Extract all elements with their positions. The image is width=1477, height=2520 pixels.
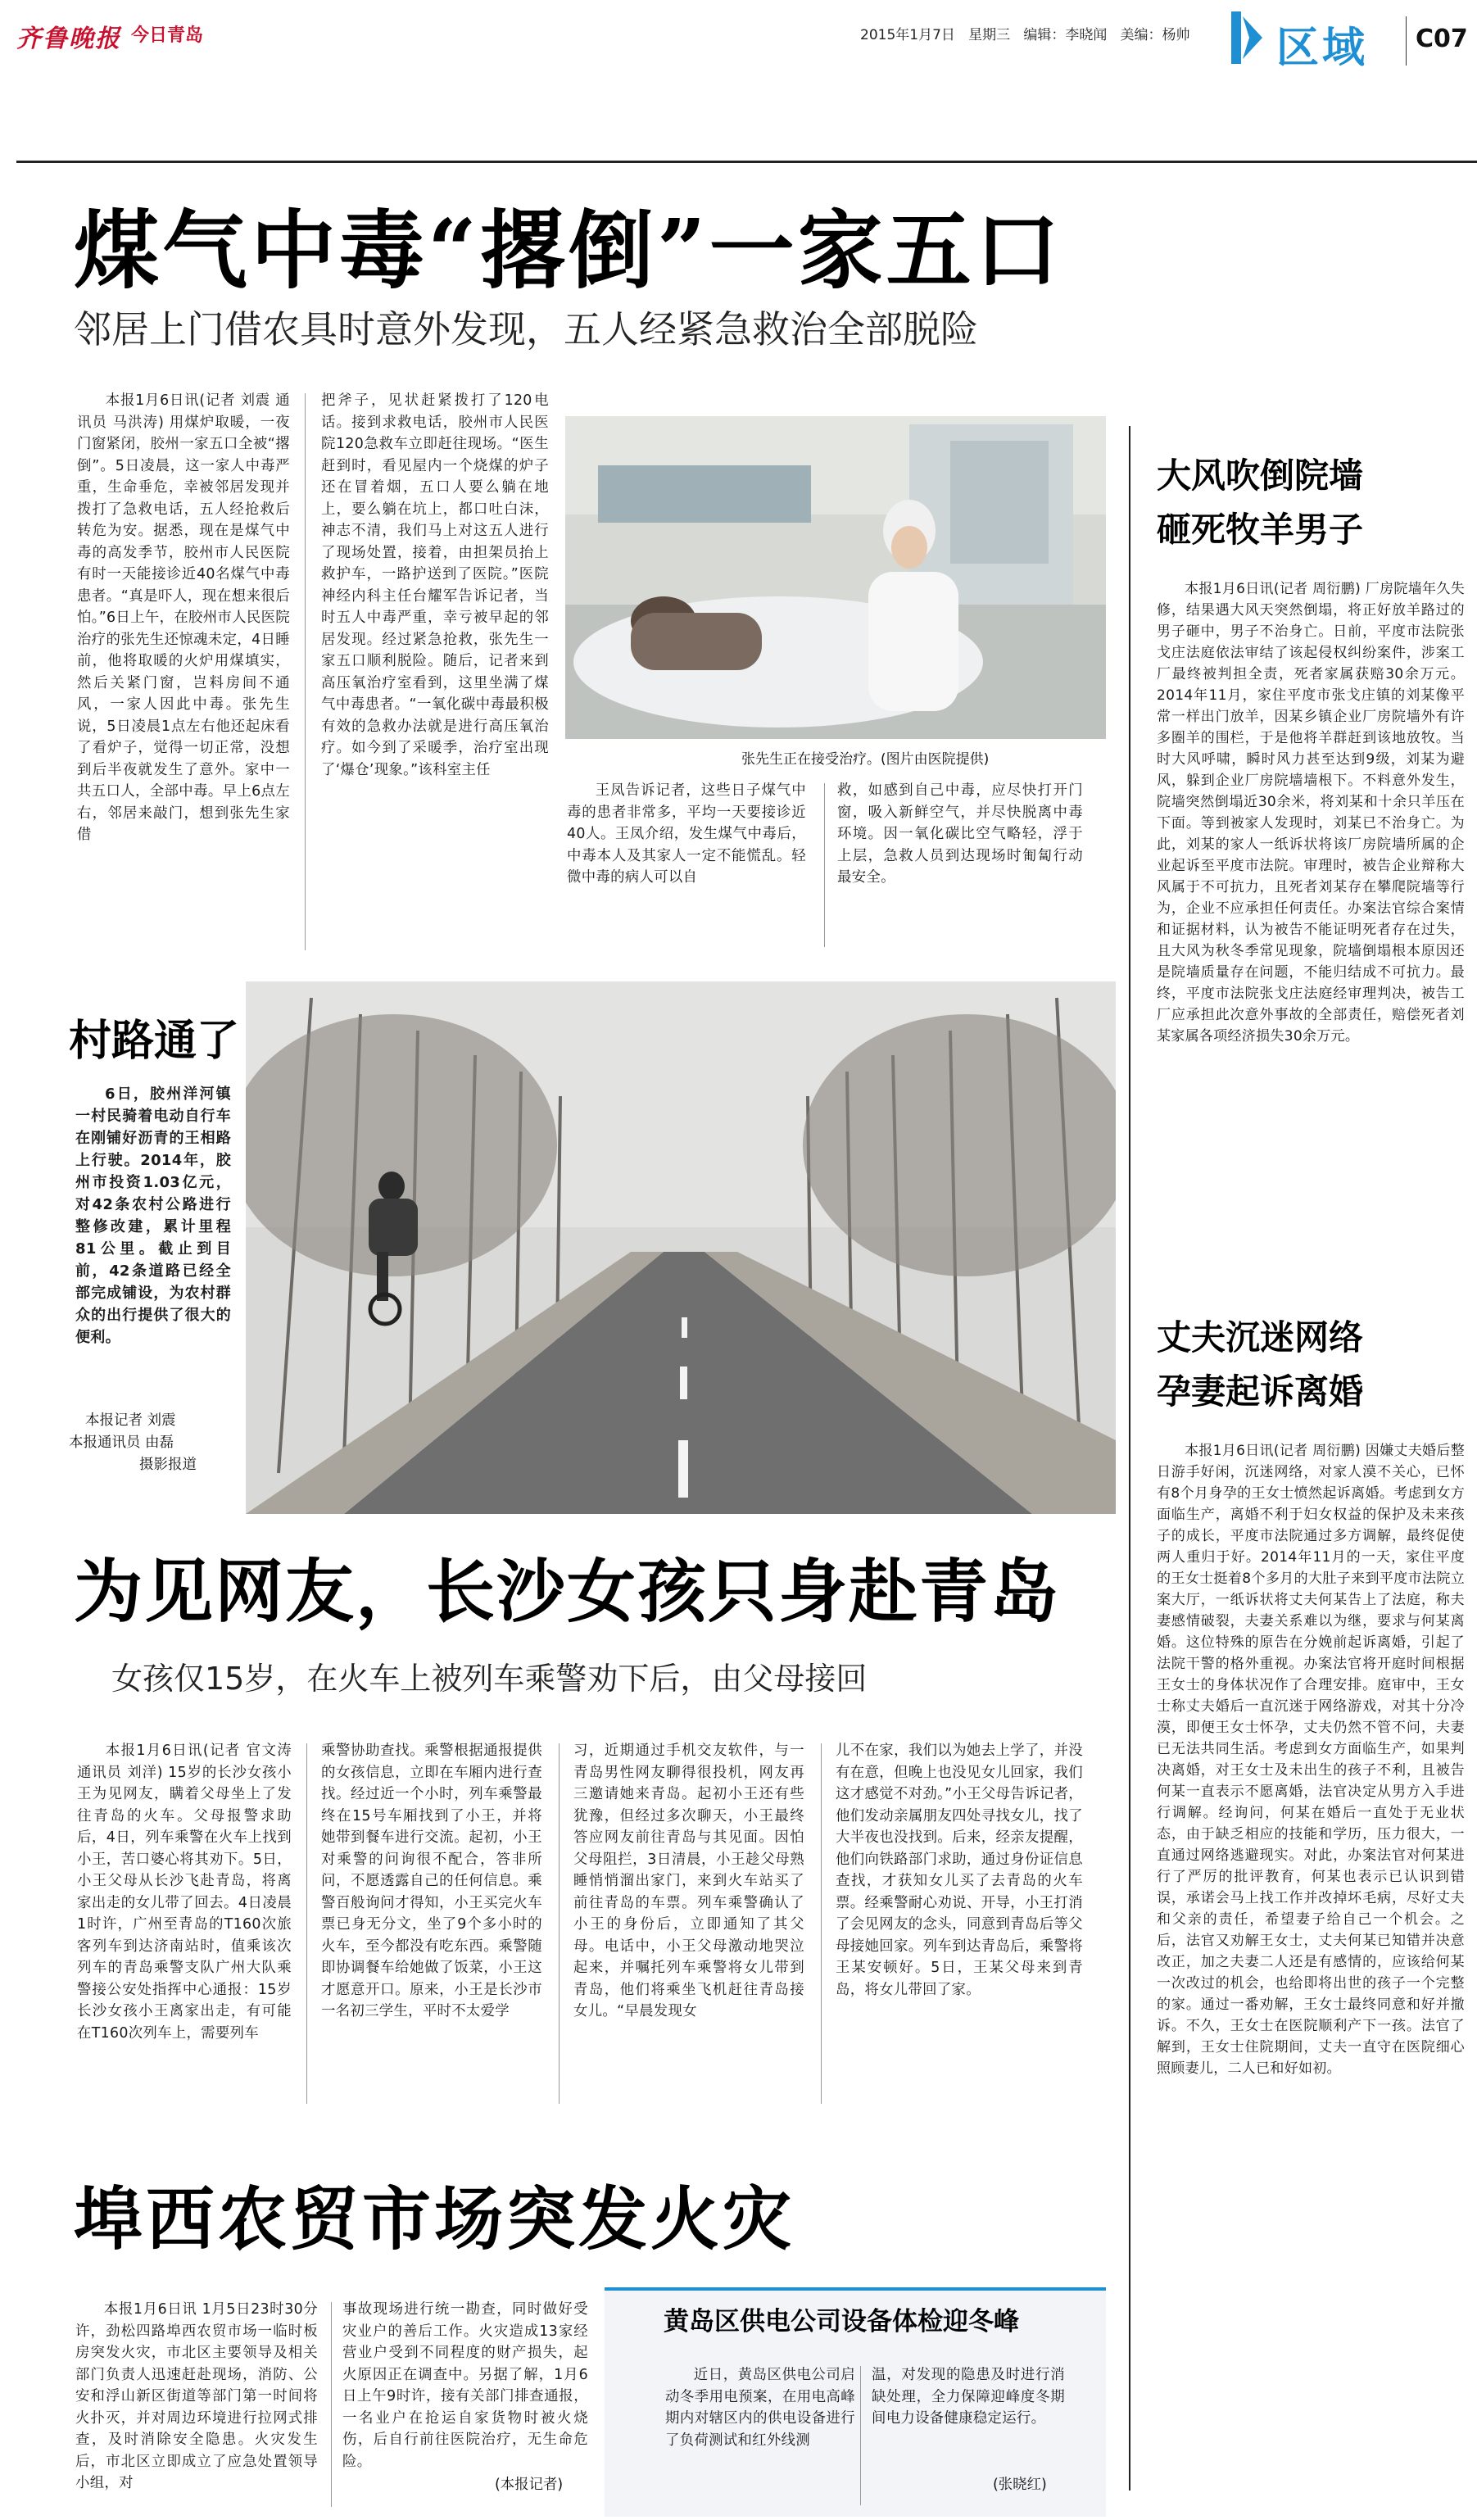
power-credit: (张晓红) (993, 2477, 1047, 2493)
wall-headline-line1: 大风吹倒院墙 (1157, 456, 1364, 496)
gas-column-4: 救，如感到自己中毒，应尽快打开门窗，吸入新鲜空气，并尽快脱离中毒环境。因一氧化碳比空气略轻，浮于上层，急救人员到达现场时匍匐行动最安全。 (837, 782, 1083, 886)
region-arrow-icon (1231, 11, 1264, 64)
village-credit-correspondent: 本报通讯员 由磊 (69, 1434, 174, 1451)
fire-divider-1 (331, 2302, 332, 2507)
village-headline: 村路通了 (69, 1016, 240, 1066)
date-line: 2015年1月7日 星期三 编辑：李晓闻 美编：杨帅 (860, 27, 1190, 43)
power-headline: 黄岛区供电公司设备体检迎冬峰 (664, 2307, 1019, 2336)
paper-logo: 齐鲁晚报 (16, 25, 121, 53)
gas-column-1: 本报1月6日讯(记者 刘震 通讯员 马洪涛) 用煤炉取暖，一夜门窗紧闭，胶州一家五口全被“撂倒”。5日凌晨，这一家人中毒严重，生命垂危，幸被邻居发现并拨打了急救电话，五人经抢救后转危为安。据悉，现在是煤气中毒的高发季节，胶州市人民医院有时一天能接诊近40名煤气中毒患者。“真是吓人，现在想来很后怕。”6日上午，在胶州市人民医院治疗的张先生还惊魂未定，4日睡前，他将取暖的火炉用煤填实，然后关紧门窗，岂料房间不通风，一家人因此中毒。张先生说，5日凌晨1点左右他还起床看了看炉子，觉得一切正常，没想到后半夜就发生了意外。家中一共五口人，全部中毒。早上6点左右，邻居来敲门，想到张先生家借 (77, 392, 290, 843)
gas-subhead: 邻居上门借农具时意外发现，五人经紧急救治全部脱险 (74, 307, 978, 351)
gas-column-2: 把斧子，见状赶紧拨打了120电话。接到求救电话，胶州市人民医院120急救车立即赶往现场。“医生赶到时，看见屋内一个烧煤的炉子还在冒着烟，五口人要么躺在地上，要么躺在坑上，都口吐白沫，神志不清，我们马上对这五人进行了现场处置，接着，由担架员抬上救护车，一路护送到了医院。”医院神经内科主任台耀军告诉记者，当时五人中毒严重，幸亏被早起的邻居发现。经过紧急抢救，张先生一家五口顺利脱险。随后，记者来到高压氧治疗室看到，这里坐满了煤气中毒患者。“一氧化碳中毒最积极有效的急救办法就是进行高压氧治疗。如今到了采暖季，治疗室出现了‘爆仓’现象。”该科室主任 (321, 392, 549, 778)
fire-column-1: 本报1月6日讯 1月5日23时30分许，劲松四路埠西农贸市场一临时板房突发火灾，市北区主要领导及相关部门负责人迅速赶赴现场，消防、公安和浮山新区街道等部门第一时间将火扑灭，并对周边环境进行拉网式排查，及时消除安全隐患。火灾发生后，市北区立即成立了应急处置领导小组，对 (75, 2301, 318, 2491)
girl-divider-3 (821, 1743, 822, 2104)
gas-photo (565, 416, 1106, 739)
divorce-body: 本报1月6日讯(记者 周衍鹏) 因嫌丈夫婚后整日游手好闲，沉迷网络，对家人漠不关心，已怀有8个月身孕的王女士愤然起诉离婚。考虑到女方面临生产，离婚不利于妇女权益的保护及未来孩子的成长，平度市法院通过多方调解，最终促使两人重归于好。2014年11月的一天，家住平度的王女士挺着8个多月的大肚子来到平度市法院立案大厅，一纸诉状将丈夫何某告上了法庭，称夫妻感情破裂，夫妻关系难以为继，要求与何某离婚。这位特殊的原告在分娩前起诉离婚，引起了法院干警的格外重视。办案法官将开庭时间根据王女士的身体状况作了合理安排。庭审中，王女士称丈夫婚后一直沉迷于网络游戏，对其十分冷漠，即便王女士怀孕，丈夫仍然不管不问，夫妻已无法共同生活。考虑到女方面临生产，如果判决离婚，对王女士及未出生的孩子不利，且被告何某一直表示不愿离婚，法官决定从男方入手进行调解。经询问，何某在婚后一直处于无业状态，由于缺乏相应的技能和学历，压力很大，一直通过网络逃避现实。对此，办案法官对何某进行了严厉的批评教育，何某也表示已认识到错误，承诺会马上找工作并改掉坏毛病，尽好丈夫和父亲的责任，希望妻子给自己一个机会。之后，法官又劝解王女士，丈夫何某已知错并决意改正，加之夫妻二人还是有感情的，应该给何某一次改过的机会，也给即将出世的孩子一个完整的家。通过一番劝解，王女士最终同意和好并撤诉。不久，王女士在医院顺利产下一孩。法官了解到，王女士住院期间，丈夫一直守在医院细心照顾妻儿，二人已和好如初。 (1157, 1443, 1465, 2077)
village-credit-reporter: 本报记者 刘震 (85, 1412, 176, 1429)
gas-divider-1 (305, 393, 306, 950)
divorce-headline-line1: 丈夫沉迷网络 (1157, 1317, 1364, 1357)
village-body: 6日，胶州洋河镇一村民骑着电动自行车在刚铺好沥青的王相路上行驶。2014年，胶州市投资1.03亿元，对42条农村公路进行整修改建，累计里程81公里。截止到目前，42条道路已经全部完成铺设，为农村群众的出行提供了很大的便利。 (75, 1086, 231, 1346)
gas-photo-caption: 张先生正在接受治疗。(图片由医院提供) (741, 751, 990, 768)
region-label: 区域 (1276, 24, 1369, 73)
masthead-underline (16, 161, 1477, 163)
girl-column-3: 习，近期通过手机交友软件，与一青岛男性网友聊得很投机，网友再三邀请她来青岛。起初小王还有些犹豫，但经过多次聊天，小王最终答应网友前往青岛与其见面。因怕父母阻拦，3日清晨，小王趁父母熟睡悄悄溜出家门，来到火车站买了前往青岛的车票。列车乘警确认了小王的身份后，立即通知了其父母。电话中，小王父母激动地哭泣起来，并嘱托列车乘警将女儿带到青岛，他们将乘坐飞机赶往青岛接女儿。“早晨发现女 (573, 1743, 804, 2019)
fire-column-2: 事故现场进行统一勘查，同时做好受灾业户的善后工作。火灾造成13家经营业户受到不同程度的财产损失，起火原因正在调查中。另据了解，1月6日上午9时许，接有关部门排查通报，一名业户在抢运自家货物时被火烧伤，后自行前往医院治疗，无生命危险。 (342, 2301, 588, 2470)
wall-body: 本报1月6日讯(记者 周衍鹏) 厂房院墙年久失修，结果遇大风天突然倒塌，将正好放羊路过的男子砸中，男子不治身亡。日前，平度市法院张戈庄法庭依法审结了该起侵权纠纷案件，涉案工厂最终被判担全责，死者家属获赔30余万元。2014年11月，家住平度市张戈庄镇的刘某像平常一样出门放羊，因某乡镇企业厂房院墙外有许多圈羊的围栏，于是他将羊群赶到该地放牧。当时大风呼啸，瞬时风力甚至达到9级，刘某为避风，躲到企业厂房院墙墙根下。不料意外发生，院墙突然倒塌近30余米，将刘某和十余只羊压在下面。等到被家人发现时，刘某已不治身亡。为此，刘某的家人一纸诉状将该厂房院墙所属的企业起诉至平度市法院。审理时，被告企业辩称大风属于不可抗力，且死者刘某存在攀爬院墙等行为，企业不应承担任何责任。办案法官综合案情和证据材料，认为被告不能证明死者存在过失，且大风为秋冬季常见现象，院墙倒塌根本原因还是院墙质量存在问题，不能归结成不可抗力。最终，平度市法院张戈庄法庭经审理判决，被告工厂应承担此次意外事故的全部责任，赔偿死者刘某家属各项经济损失30余万元。 (1157, 581, 1465, 1045)
divorce-headline-line2: 孕妻起诉离婚 (1157, 1371, 1364, 1412)
gas-headline: 煤气中毒“撂倒”一家五口 (74, 200, 1063, 301)
right-column-divider (1129, 426, 1130, 2491)
power-divider (860, 2366, 861, 2505)
girl-subhead: 女孩仅15岁，在火车上被列车乘警劝下后，由父母接回 (111, 1661, 868, 1697)
fire-credit: (本报记者) (495, 2477, 564, 2493)
girl-column-1: 本报1月6日讯(记者 官文涛 通讯员 刘洋) 15岁的长沙女孩小王为见网友，瞒着父母坐上了发往青岛的火车。父母报警求助后，4日，列车乘警在火车上找到小王，苦口婆心将其劝下。5日，小王父母从长沙飞赴青岛，将离家出走的女儿带了回去。4日凌晨1时许，广州至青岛的T160次旅客列车到达济南站时，值乘该次列车的青岛乘警支队广州大队乘警接公安处指挥中心通报：15岁长沙女孩小王离家出走，有可能在T160次列车上，需要列车 (77, 1743, 292, 2042)
masthead-divider (1406, 16, 1407, 66)
girl-divider-1 (306, 1743, 307, 2104)
village-credit-photo: 摄影报道 (139, 1457, 197, 1473)
gas-column-3: 王凤告诉记者，这些日子煤气中毒的患者非常多，平均一天要接诊近40人。王凤介绍，发生煤气中毒后，中毒本人及其家人一定不能慌乱。轻微中毒的病人可以自 (567, 782, 806, 886)
fire-headline: 埠西农贸市场突发火灾 (74, 2178, 795, 2259)
page-number: C07 (1416, 25, 1468, 53)
power-column-1: 近日，黄岛区供电公司启动冬季用电预案，在用电高峰期内对辖区内的供电设备进行了负荷测试和红外线测 (665, 2367, 855, 2449)
village-road-photo (246, 981, 1116, 1514)
section-name: 今日青岛 (131, 25, 204, 46)
gas-divider-3 (824, 783, 825, 947)
girl-column-2: 乘警协助查找。乘警根据通报提供的女孩信息，立即在车厢内进行查找。经过近一个小时，列车乘警最终在15号车厢找到了小王，并将她带到餐车进行交流。起初，小王对乘警的问询很不配合，答非所问，不愿透露自己的任何信息。乘警百般询问才得知，小王买完火车票已身无分文，坐了9个多小时的火车，至今都没有吃东西。乘警随即协调餐车给她做了饭菜，小王这才愿意开口。原来，小王是长沙市一名初三学生，平时不太爱学 (321, 1743, 542, 2019)
girl-headline: 为见网友，长沙女孩只身赴青岛 (74, 1551, 1061, 1632)
power-column-2: 温，对发现的隐患及时进行消缺处理，全力保障迎峰度冬期间电力设备健康稳定运行。 (872, 2367, 1065, 2427)
wall-headline-line2: 砸死牧羊男子 (1157, 510, 1364, 550)
girl-column-4: 儿不在家，我们以为她去上学了，并没有在意，但晚上也没见女儿回家，我们这才感觉不对劲。”小王父母告诉记者，他们发动亲属朋友四处寻找女儿，找了大半夜也没找到。后来，经亲友提醒，他们向铁路部门求助，通过身份证信息查找，才获知女儿买了去青岛的火车票。经乘警耐心劝说、开导，小王打消了会见网友的念头，同意到青岛后等父母接她回家。列车到达青岛后，乘警将王某安顿好。5日，王某父母来到青岛，将女儿带回了家。 (836, 1743, 1083, 1998)
girl-divider-2 (559, 1743, 560, 2104)
